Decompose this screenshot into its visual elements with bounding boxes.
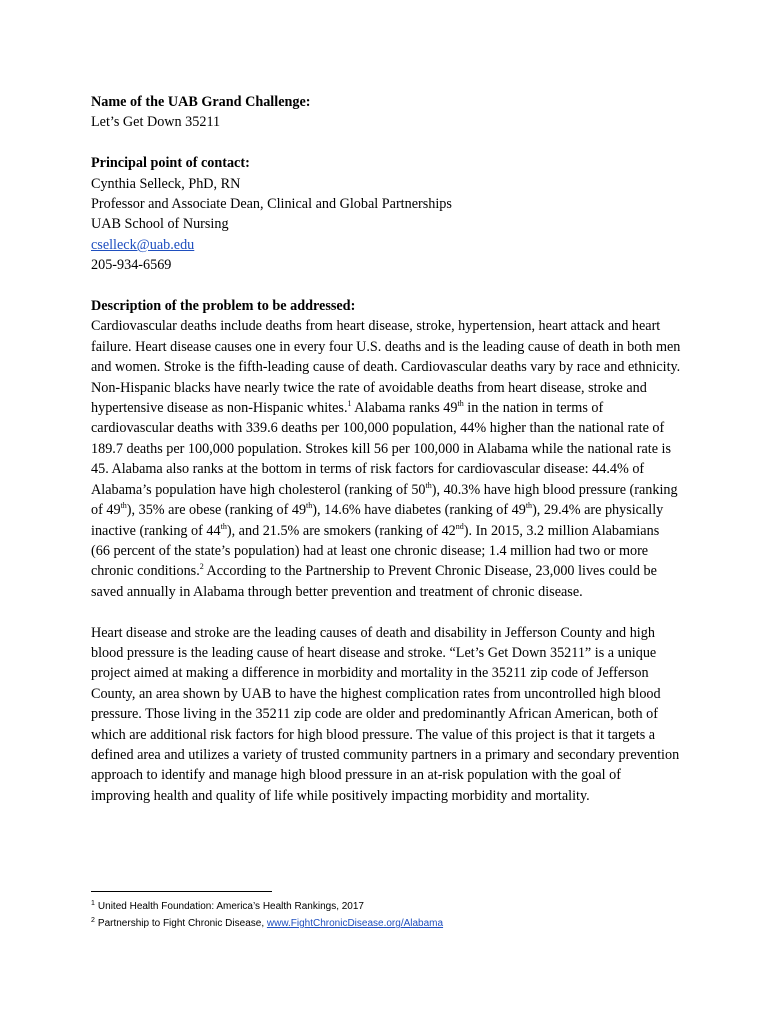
contact-name: Cynthia Selleck, PhD, RN: [91, 175, 241, 192]
contact-title: Professor and Associate Dean, Clinical and Global Partnerships: [91, 196, 452, 213]
p1-text-5: ), 35% are obese (ranking of 49: [126, 502, 307, 519]
ordinal-suffix: th: [120, 501, 127, 511]
contact-heading: Principal point of contact:: [91, 155, 250, 172]
footnote-link[interactable]: www.FightChronicDisease.org/Alabama: [266, 918, 444, 929]
ordinal-suffix: th: [306, 501, 313, 511]
p1-text-1: Cardiovascular deaths include deaths from heart disease, stroke, hypertension, heart attack and heart failure. Heart disease causes one in every four U.S. deaths and is the leading cause of death in both men and women. Stroke is the fifth-leading cause of death. Cardiovascular deaths vary by race and ethnicity. Non-Hispanic blacks have nearly twice the rate of avoidable deaths from heart disease, stroke and hypertensive disease as non-Hispanic whites.: [91, 318, 681, 417]
footnote-number: 2: [91, 917, 95, 924]
description-section: [91, 296, 681, 806]
contact-phone: 205-934-6569: [91, 257, 172, 274]
p1-text-8: ), and 21.5% are smokers (ranking of 42: [226, 522, 456, 539]
ordinal-suffix: th: [220, 521, 227, 531]
p1-text-2: Alabama ranks 49: [351, 400, 458, 417]
p1-text-6: ), 14.6% have diabetes (ranking of 49: [312, 502, 526, 519]
description-paragraph-1: [91, 316, 681, 602]
footnote-text: Partnership to Fight Chronic Disease,: [97, 918, 267, 929]
footnote-1: [91, 898, 691, 915]
p1-text-7: ), 29.4% are physically inactive (ranking of 44: [91, 502, 664, 539]
footnotes: [91, 898, 691, 932]
contact-org: UAB School of Nursing: [91, 216, 229, 233]
contact-section: [91, 153, 681, 275]
description-heading: Description of the problem to be addressed:: [91, 298, 356, 315]
footnote-number: 1: [91, 900, 95, 907]
ordinal-suffix: th: [525, 501, 533, 511]
footnote-text: United Health Foundation: America’s Health Rankings, 2017: [97, 901, 364, 912]
description-paragraph-2: Heart disease and stroke are the leading causes of death and disability in Jefferson County and high blood pressure is the leading cause of heart disease and stroke. “Let’s Get Down 35211” is a unique project aimed at making a difference in morbidity and mortality in the 35211 zip code of Jefferson County, an area shown by UAB to have the highest complication rates from uncontrolled high blood pressure. Those living in the 35211 zip code are older and predominantly African American, both of which are additional risk factors for high blood pressure. The value of this project is that it targets a defined area and utilizes a variety of trusted community partners in a primary and secondary prevention approach to identify and manage high blood pressure in an at-risk population with the goal of improving health and quality of life while positively impacting morbidity and mortality.: [91, 624, 680, 804]
footnote-ref-1[interactable]: 1: [347, 399, 352, 409]
challenge-name: Let’s Get Down 35211: [91, 114, 221, 131]
challenge-heading: Name of the UAB Grand Challenge:: [91, 94, 311, 110]
p1-text-4: ), 40.3% have high blood pressure (ranking of 49: [91, 481, 678, 519]
contact-email-link[interactable]: cselleck@uab.edu: [91, 236, 195, 253]
footnote-2: [91, 915, 691, 932]
footnote-divider: [91, 891, 272, 892]
p1-text-10: According to the Partnership to Prevent Chronic Disease, 23,000 lives could be saved annually in Alabama through better prevention and treatment of chronic disease.: [91, 563, 657, 600]
p1-text-3: in the nation in terms of cardiovascular deaths with 339.6 deaths per 100,000 population, 44% higher than the national rate of 189.7 deaths per 100,000 population. Strokes kill 56 per 100,000 in Alabama while the national rate is 45. Alabama also ranks at the bottom in terms of risk factors for cardiovascular disease: 44.4% of Alabama’s population have high cholesterol (ranking of 50: [91, 400, 672, 498]
ordinal-suffix: nd: [455, 521, 464, 531]
ordinal-suffix: th: [425, 480, 432, 490]
footnote-ref-2[interactable]: 2: [199, 562, 204, 572]
challenge-section: [91, 92, 681, 133]
document-body: [91, 92, 681, 827]
p1-text-9: ). In 2015, 3.2 million Alabamians (66 percent of the state’s population) had at least one chronic disease; 1.4 million had two or more chronic conditions.: [91, 522, 660, 580]
ordinal-suffix: th: [457, 399, 464, 409]
